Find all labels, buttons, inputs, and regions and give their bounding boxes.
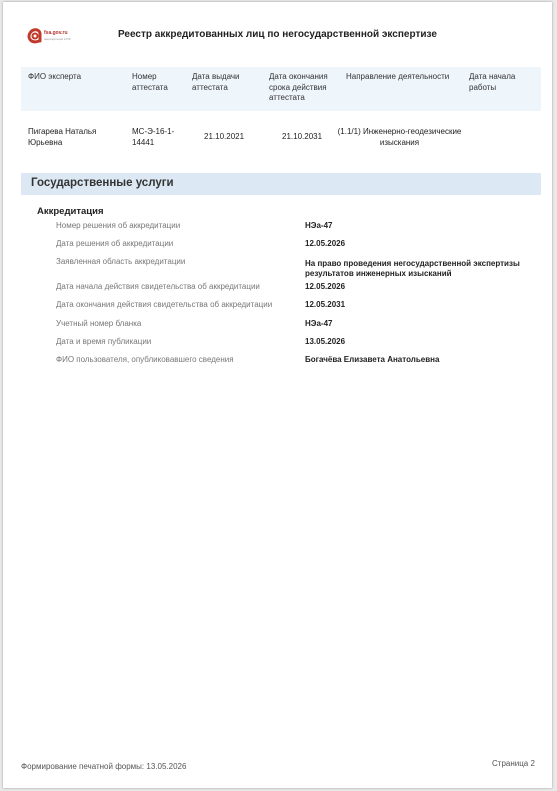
- cell-number: МС-Э-16-1-14441: [132, 127, 175, 147]
- cell-direction: (1.1/1) Инженерно-геодезические изыскания: [337, 127, 462, 147]
- field-label-cert-end: Дата окончания действия свидетельства об аккредитации: [56, 300, 273, 309]
- field-label-decision-date: Дата решения об аккредитации: [56, 239, 174, 248]
- field-value-decision-number: НЭа-47: [305, 221, 333, 230]
- page-header: [21, 20, 541, 58]
- page-number: Страница 2: [492, 759, 535, 768]
- column-header-fio: ФИО эксперта: [28, 72, 82, 81]
- document-page: [3, 2, 552, 788]
- field-label-scope: Заявленная область аккредитации: [56, 257, 186, 266]
- column-header-end-date: Дата окончания срока действия аттестата: [269, 72, 328, 102]
- field-value-cert-start: 12.05.2026: [305, 282, 346, 291]
- field-value-scope: На право проведения негосударственной экспертизы результатов инженерных изысканий: [305, 259, 520, 278]
- logo-text: fsa.gov.ru: [44, 30, 68, 36]
- section-title: Государственные услуги: [31, 177, 174, 189]
- cell-end-date: 21.10.2031: [282, 132, 323, 141]
- page-title: Реестр аккредитованных лиц по негосударственной экспертизе: [118, 29, 437, 40]
- fsa-logo-icon: [27, 26, 43, 44]
- column-header-number: Номер аттестата: [132, 72, 168, 92]
- field-value-decision-date: 12.05.2026: [305, 239, 346, 248]
- field-value-cert-end: 12.05.2031: [305, 300, 346, 309]
- field-value-form-number: НЭа-47: [305, 319, 333, 328]
- field-label-publish-date: Дата и время публикации: [56, 337, 152, 346]
- column-header-start-date: Дата начала работы: [469, 72, 516, 92]
- field-label-publisher: ФИО пользователя, опубликовавшего сведения: [56, 355, 234, 364]
- field-label-form-number: Учетный номер бланка: [56, 319, 142, 328]
- field-label-cert-start: Дата начала действия свидетельства об аккредитации: [56, 282, 260, 291]
- logo-subtext: аккредитация в РФ: [44, 37, 71, 41]
- field-value-publish-date: 13.05.2026: [305, 337, 346, 346]
- field-label-decision-number: Номер решения об аккредитации: [56, 221, 181, 230]
- column-header-direction: Направление деятельности: [346, 72, 450, 81]
- table-header: [21, 67, 541, 111]
- fsa-logo: [27, 24, 97, 56]
- column-header-issue-date: Дата выдачи аттестата: [192, 72, 240, 92]
- print-date: Формирование печатной формы: 13.05.2026: [21, 762, 187, 771]
- cell-issue-date: 21.10.2021: [204, 132, 245, 141]
- section-header: [21, 173, 541, 195]
- cell-fio: Пигарева Наталья Юрьевна: [28, 127, 97, 147]
- field-value-publisher: Богачёва Елизавета Анатольевна: [305, 355, 440, 364]
- subsection-title: Аккредитация: [37, 206, 104, 217]
